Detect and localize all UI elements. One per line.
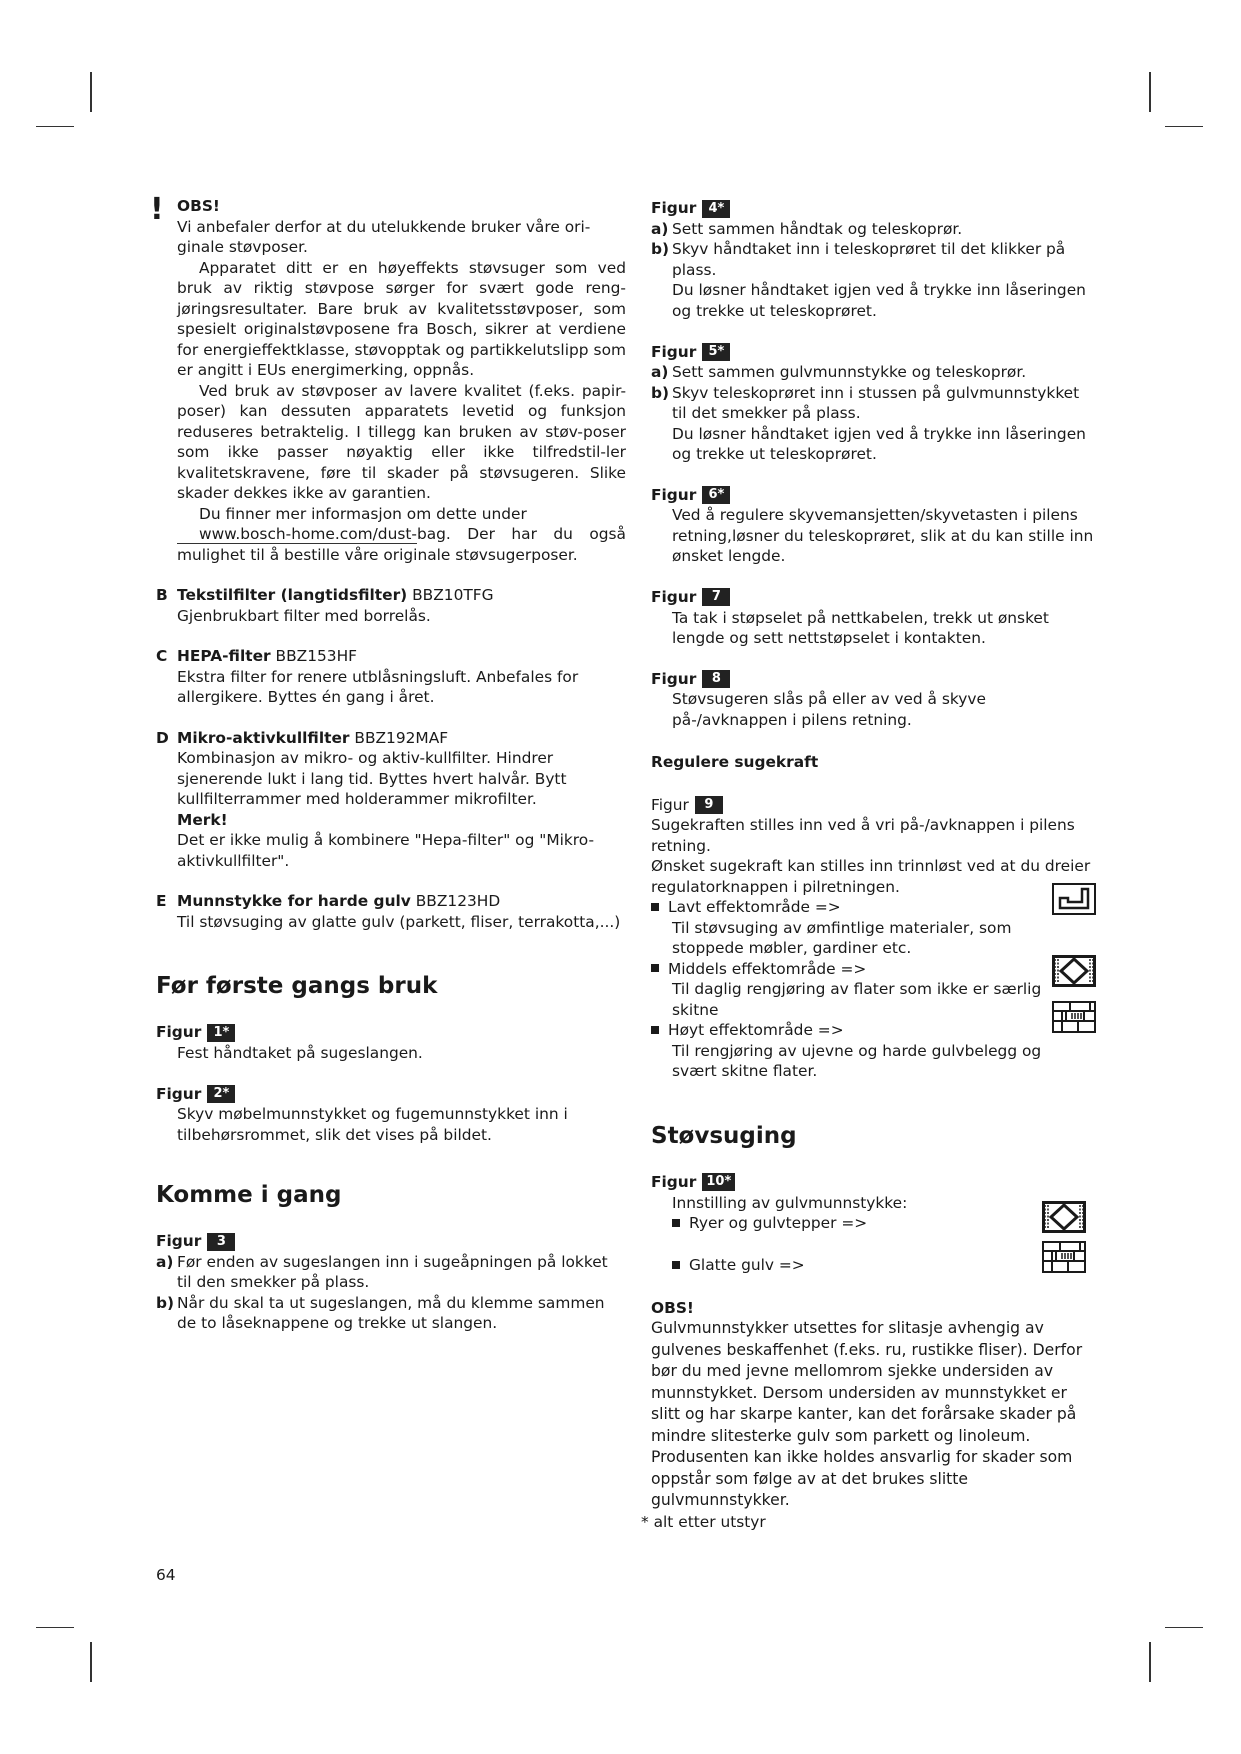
step-text: Skyv håndtaket inn i teleskoprøret til det klikker på plass. [672, 240, 1066, 279]
footnote: * alt etter utstyr [641, 1512, 766, 1531]
figure-label: Figur [156, 1084, 202, 1103]
figure-label: Figur [651, 1173, 697, 1191]
accessory-key: D [156, 728, 169, 747]
bullet-icon [672, 1261, 680, 1269]
accessory-title [156, 585, 626, 606]
accessory-C [156, 646, 626, 708]
figure-label: Figur [651, 669, 697, 688]
step-key: b) [651, 383, 670, 402]
figure-text: Innstilling av gulvmunnstykke: [672, 1193, 908, 1212]
power-mode-mid [651, 959, 1096, 1021]
step-text: Skyv teleskoprøret inn i stussen på gulvmunnstykket til det smekker på plass. [672, 383, 1080, 422]
accessory-B [156, 585, 626, 626]
paragraph: Ved bruk av støvposer av lavere kvalitet (f.eks. papir-poser) kan dessuten apparatets levetid og funksjon reduseres betraktelig. I tillegg kan bruken av støv-poser som ikke passer nøyaktig eller ikke tilfredstil-ler kvalitetskravene, føre til skader på støvsugeren. Slike skader dekkes ikke av garantien. [177, 381, 626, 502]
figure-4 [651, 198, 1096, 321]
step-text: Når du skal ta ut sugeslangen, må du klemme sammen de to låseknappene og trekke ut slangen. [177, 1293, 605, 1333]
mode-desc: Til rengjøring av ujevne og harde gulvbelegg og svært skitne flater. [672, 1041, 1042, 1081]
figure-8 [651, 669, 1096, 731]
figure-7 [651, 587, 1096, 649]
accessory-key: C [156, 647, 168, 665]
obs-heading: OBS! [651, 1298, 694, 1317]
accessory-desc: Gjenbrukbart filter med borrelås. [177, 606, 431, 625]
section-heading: Før første gangs bruk [156, 973, 438, 999]
accessory-title [156, 728, 626, 749]
figure-9 [651, 795, 1096, 1082]
figure-text: Fest håndtaket på sugeslangen. [177, 1043, 423, 1062]
mode-label: Høyt effektområde => [668, 1021, 844, 1040]
subheading: Regulere sugekraft [651, 753, 819, 772]
figure-1 [156, 1022, 626, 1063]
accessory-desc: Ekstra filter for renere utblåsningsluft. Anbefales for allergikere. Byttes én gang i året. [177, 667, 579, 706]
mode-label: Lavt effektområde => [668, 898, 841, 917]
accessory-code: BBZ192MAF [354, 728, 449, 747]
bullet-icon [651, 903, 659, 911]
figure-6 [651, 485, 1096, 567]
figure-label: Figur [156, 1023, 202, 1042]
step-item [651, 383, 1096, 424]
bullet-item [651, 959, 1096, 980]
note-text: Det er ikke mulig å kombinere "Hepa-filter" og "Mikro-aktivkullfilter". [177, 831, 595, 870]
section-heading: Komme i gang [156, 1182, 342, 1208]
obs-wear [641, 1298, 1096, 1533]
figure-2 [156, 1083, 626, 1145]
step-key: a) [156, 1252, 174, 1271]
accessory-name: HEPA-filter [177, 647, 271, 665]
armchair-icon [1052, 883, 1096, 915]
figure-label: Figur [651, 342, 697, 361]
crop-mark [36, 126, 74, 127]
figure-note: Du løsner håndtaket igjen ved å trykke inn låseringen og trekke ut teleskoprøret. [672, 424, 1086, 463]
accessory-name: Mikro-aktivkullfilter [177, 728, 350, 747]
figure-label: Figur [651, 795, 689, 814]
accessory-E [156, 891, 626, 932]
accessory-D [156, 728, 626, 872]
step-text: Før enden av sugeslangen inn i sugeåpningen på lokket til den smekker på plass. [177, 1252, 608, 1292]
step-item [651, 362, 1096, 383]
figure-label: Figur [156, 1232, 202, 1251]
figure-badge: 10* [702, 1173, 735, 1191]
crop-mark [1149, 1642, 1151, 1682]
bullet-item [651, 1020, 1096, 1041]
figure-10 [651, 1172, 1096, 1276]
accessory-title [156, 646, 626, 667]
step-key: b) [156, 1293, 175, 1312]
figure-badge: 4* [702, 200, 730, 218]
accessory-desc: Til støvsuging av glatte gulv (parkett, fliser, terrakotta,...) [177, 912, 621, 931]
figure-label: Figur [651, 485, 697, 504]
floor-icon [1052, 1001, 1096, 1033]
nozzle-label: Glatte gulv => [689, 1256, 805, 1274]
accessory-code: BBZ10TFG [412, 586, 494, 604]
figure-badge: 9 [695, 796, 723, 814]
figure-text: Skyv møbelmunnstykket og fugemunnstykket inn i tilbehørsrommet, slik det vises på bildet. [177, 1105, 568, 1144]
step-text: Sett sammen håndtak og teleskoprør. [672, 219, 963, 238]
page-number: 64 [156, 1566, 176, 1584]
step-item [651, 219, 1096, 240]
paragraph-text: bag. Der har du også mulighet til å bestille våre originale støvsugerposer. [177, 525, 626, 564]
crop-mark [90, 1642, 92, 1682]
paragraph: Apparatet ditt er en høyeffekts støvsuger som ved bruk av riktig støvpose sørger for svært gode reng-jøringsresultater. Bare bruk av kvalitetsstøvposer, som spesielt originalstøvposene fra Bosch, sikrer at verdiene for energieffektklasse, støvopptak og partikkelutslipp som er angitt i EUs energimerking, oppnås. [177, 258, 626, 379]
bullet-icon [672, 1219, 680, 1227]
nozzle-smooth [651, 1255, 1096, 1276]
step-text: Sett sammen gulvmunnstykke og teleskoprør. [672, 363, 1027, 381]
crop-mark [1165, 1627, 1203, 1628]
figure-note: Du løsner håndtaket igjen ved å trykke inn låseringen og trekke ut teleskoprøret. [672, 281, 1086, 320]
figure-badge: 8 [702, 670, 730, 688]
floor-icon [1042, 1241, 1086, 1273]
left-column [150, 192, 626, 1334]
accessory-key: B [156, 586, 168, 604]
mode-desc: Til daglig rengjøring av flater som ikke er særlig skitne [672, 980, 1042, 1019]
power-mode-high [651, 1020, 1096, 1082]
mode-desc: Til støvsuging av ømfintlige materialer, som stoppede møbler, gardiner etc. [672, 918, 1012, 958]
paragraph-text: Du finner mer informasjon om dette under [199, 504, 527, 523]
right-column [641, 198, 1096, 1532]
crop-mark [1149, 72, 1151, 112]
crop-mark [1165, 126, 1203, 127]
accessory-desc: Kombinasjon av mikro- og aktiv-kullfilter. Hindrer sjenerende lukt i lang tid. Byttes hvert halvår. Bytt kullfilterrammer med holderammer mikrofilter. [177, 749, 567, 808]
step-item [651, 239, 1096, 280]
step-item [156, 1293, 626, 1334]
accessory-name: Munnstykke for harde gulv [177, 892, 411, 910]
figure-3 [156, 1231, 626, 1334]
step-item [156, 1252, 626, 1293]
crop-mark [90, 72, 92, 112]
figure-badge: 7 [702, 588, 730, 606]
figure-label: Figur [651, 199, 697, 218]
figure-text: Ta tak i støpselet på nettkabelen, trekk ut ønsket lengde og sett nettstøpselet i kontakten. [672, 608, 1049, 647]
warning-icon: ! [150, 192, 164, 227]
paragraph [177, 504, 626, 525]
step-key: b) [651, 240, 670, 259]
power-mode-low [651, 897, 1096, 959]
mode-label: Middels effektområde => [668, 959, 867, 978]
figure-text: Ved å regulere skyvemansjetten/skyvetasten i pilens retning,løsner du teleskoprøret, slik at du kan stille inn ønsket lengde. [672, 506, 1094, 566]
bullet-item [651, 897, 1096, 918]
accessory-key: E [156, 892, 167, 910]
accessory-code: BBZ123HD [415, 892, 501, 910]
obs-notice [150, 192, 626, 565]
note-heading: Merk! [177, 810, 228, 829]
crop-mark [36, 1627, 74, 1628]
figure-badge: 5* [702, 343, 730, 361]
accessory-title [156, 891, 626, 912]
link-text[interactable]: www.bosch-home.com/dust- [177, 525, 417, 544]
nozzle-label: Ryer og gulvtepper => [689, 1214, 868, 1232]
obs-text: Vi anbefaler derfor at du utelukkende bruker våre ori-ginale støvposer. [177, 217, 591, 256]
accessory-name: Tekstilfilter (langtidsfilter) [177, 586, 408, 604]
figure-badge: 3 [207, 1233, 235, 1251]
step-key: a) [651, 363, 669, 381]
paragraph [177, 524, 626, 565]
figure-text: Støvsugeren slås på eller av ved å skyve på-/avknappen i pilens retning. [672, 690, 986, 729]
figure-5 [651, 341, 1096, 464]
figure-text: Ønsket sugekraft kan stilles inn trinnløst ved at du dreier regulatorknappen i pilretningen. [651, 857, 1091, 896]
rug-icon [1052, 955, 1096, 987]
figure-label: Figur [651, 588, 697, 606]
figure-badge: 2* [207, 1085, 235, 1103]
obs-text: Gulvmunnstykker utsettes for slitasje avhengig av gulvenes beskaffenhet (f.eks. ru, rustikke fliser). Derfor bør du med jevne mellomrom sjekke undersiden av munnstykket. Dersom undersiden av munnstykket er slitt og har skarpe kanter, kan det forårsake skader på mindre slitesterke gulv som parkett og linoleum. Produsenten kan ikke holdes ansvarlig for skader som oppstår som følge av at det brukes slitte gulvmunnstykker. [651, 1319, 1083, 1509]
bullet-icon [651, 964, 659, 972]
rug-icon [1042, 1201, 1086, 1233]
step-key: a) [651, 219, 669, 238]
section-heading: Støvsuging [651, 1122, 797, 1149]
bosch-link[interactable] [199, 525, 417, 543]
accessory-code: BBZ153HF [275, 647, 358, 665]
bullet-icon [651, 1026, 659, 1034]
figure-badge: 6* [702, 486, 730, 504]
figure-text: Sugekraften stilles inn ved å vri på-/avknappen i pilens retning. [651, 816, 1075, 855]
nozzle-rugs [651, 1213, 1096, 1255]
obs-heading: OBS! [177, 197, 220, 215]
figure-badge: 1* [207, 1024, 235, 1042]
